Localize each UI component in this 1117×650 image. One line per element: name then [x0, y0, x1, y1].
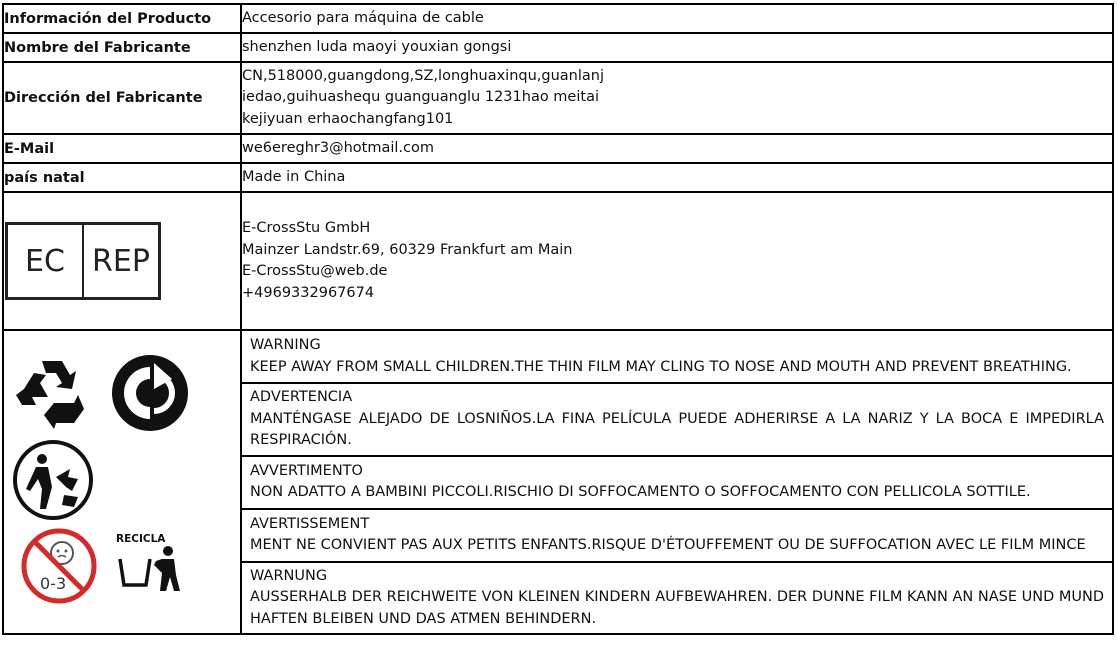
origin-label: país natal: [3, 163, 241, 192]
origin-value: Made in China: [241, 163, 1113, 192]
email-value: we6ereghr3@hotmail.com: [241, 134, 1113, 163]
warning-body: MENT NE CONVIENT PAS AUX PETITS ENFANTS.RISQUE D'ÉTOUFFEMENT OU DE SUFFOCATION AVEC LE FILM MINCE: [250, 537, 1086, 553]
manufacturer-label: Nombre del Fabricante: [3, 33, 241, 62]
warning-es: [242, 384, 1112, 457]
warning-body: MANTÉNGASE ALEJADO DE LOSNIÑOS.LA FINA PELÍCULA PUEDE ADHERIRSE A LA NARIZ Y LA BOCA E IMPEDIRLA RESPIRACIÓN.: [250, 410, 1104, 448]
warning-title: WARNUNG: [250, 567, 328, 584]
email-label: E-Mail: [3, 134, 241, 163]
warning-body: AUSSERHALB DER REICHWEITE VON KLEINEN KINDERN AUFBEWAHREN. DER DUNNE FILM KANN AN NASE UND MUND HAFTEN BLEIBEN UND DAS ATMEN BEHINDERN.: [250, 589, 1104, 627]
row-product: [3, 4, 1113, 33]
ec-rep-line: E-CrossStu@web.de: [242, 263, 388, 279]
product-value: Accesorio para máquina de cable: [241, 4, 1113, 33]
warning-title: WARNING: [250, 337, 321, 353]
rep-text: REP: [92, 243, 150, 279]
ec-rep-symbol-cell: [3, 192, 241, 330]
warning-title: ADVERTENCIA: [250, 389, 353, 405]
product-label: Información del Producto: [3, 4, 241, 33]
address-line: kejiyuan erhaochangfang101: [242, 110, 454, 127]
address-line: CN,518000,guangdong,SZ,longhuaxinqu,guanlanj: [242, 67, 605, 84]
address-label: Dirección del Fabricante: [3, 62, 241, 134]
ec-rep-line: E-CrossStu GmbH: [242, 220, 371, 236]
product-info-table: [2, 3, 1114, 635]
row-origin: [3, 163, 1113, 192]
tidyman-recycle-icon: [12, 439, 94, 521]
ec-rep-symbol: [5, 222, 161, 300]
warning-fr: [242, 510, 1112, 563]
symbols-cell: [3, 330, 241, 634]
warning-it: [242, 457, 1112, 510]
ec-rep-contact: [241, 192, 1113, 330]
row-email: [3, 134, 1113, 163]
row-ec-rep: [3, 192, 1113, 330]
recicla-figure-icon: [116, 545, 186, 593]
warning-body: KEEP AWAY FROM SMALL CHILDREN.THE THIN FILM MAY CLING TO NOSE AND MOUTH AND PREVENT BREATHING.: [250, 358, 1072, 375]
ec-rep-line: Mainzer Landstr.69, 60329 Frankfurt am Main: [242, 241, 573, 258]
warning-title: AVERTISSEMENT: [250, 515, 370, 532]
ec-rep-line: +4969332967674: [242, 284, 375, 301]
warnings-cell: [241, 330, 1113, 634]
ec-text: EC: [8, 225, 84, 297]
manufacturer-value: shenzhen luda maoyi youxian gongsi: [241, 33, 1113, 62]
warning-title: AVVERTIMENTO: [250, 462, 363, 479]
warning-en: [242, 331, 1112, 384]
row-warnings: [3, 330, 1113, 634]
row-manufacturer: [3, 33, 1113, 62]
warning-body: NON ADATTO A BAMBINI PICCOLI.RISCHIO DI SOFFOCAMENTO O SOFFOCAMENTO CON PELLICOLA SOTTILE.: [250, 484, 1031, 500]
age-label: 0-3: [40, 574, 67, 593]
recycle-icon: [12, 353, 92, 433]
no-children-0-3-icon: [20, 527, 98, 605]
recicla-icon: [116, 533, 186, 597]
recicla-label: RECICLA: [116, 533, 166, 545]
warning-de: [242, 563, 1112, 634]
warnings-list: [242, 331, 1112, 633]
address-value: [241, 62, 1113, 134]
green-dot-icon: [110, 353, 190, 433]
row-address: [3, 62, 1113, 134]
address-line: iedao,guihuashequ guanguanglu 1231hao meitai: [242, 89, 599, 106]
